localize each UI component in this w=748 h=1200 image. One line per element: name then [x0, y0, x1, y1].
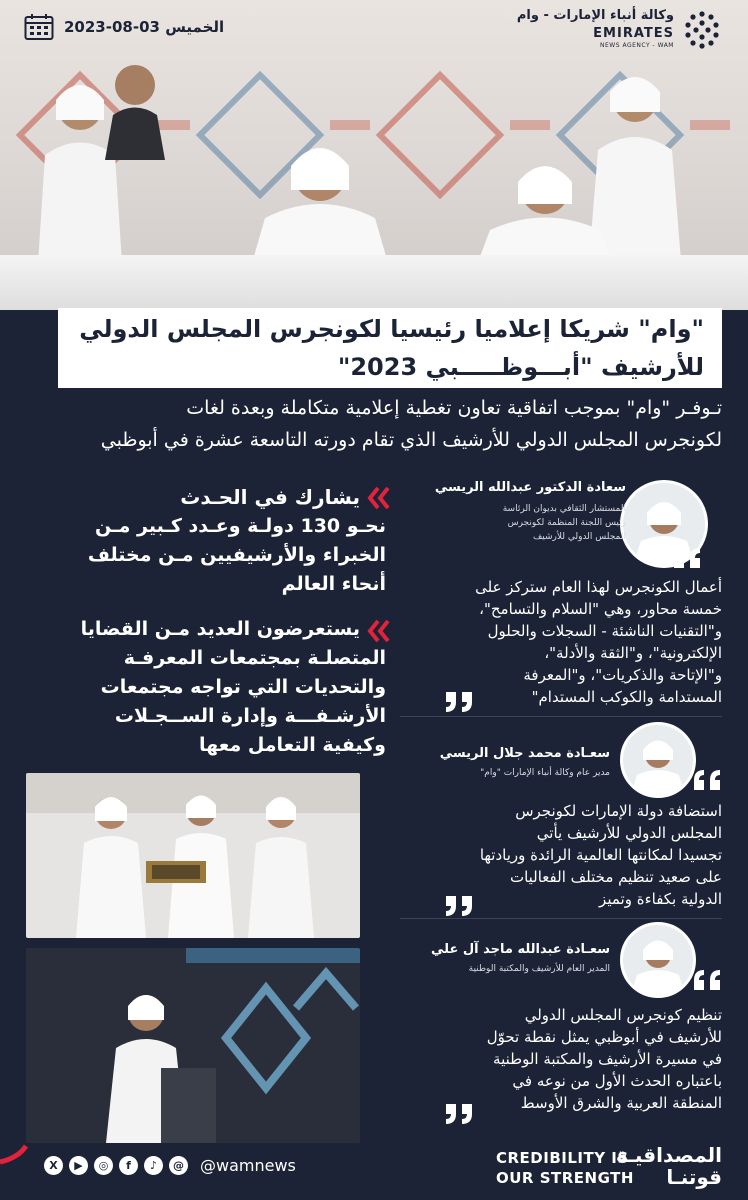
quote-close-icon [440, 1102, 476, 1128]
right-column [400, 470, 722, 1160]
logo-arabic: وكالة أنباء الإمارات - وام [516, 8, 674, 23]
bullet-participants [26, 482, 386, 599]
subhead-line1: تـوفـر "وام" بموجب اتفاقية تعاون تغطية إعلامية متكاملة وبعدة لغات [186, 397, 722, 419]
headline-line2: للأرشيف "أبـــوظـــــبي 2023" [337, 353, 704, 381]
bullet-line: والتحديات التي تواجه مجتمعات [100, 676, 386, 698]
bullet-line: الخبراء والأرشيفيين مـن مختلف [87, 544, 386, 566]
footer [0, 1140, 748, 1200]
subheadline [26, 392, 722, 464]
avatar [620, 722, 696, 798]
photo-speaker-podium [26, 948, 360, 1143]
bullet-line: المتصلـة بمجتمعات المعرفـة [123, 647, 386, 669]
youtube-icon[interactable]: ▶ [69, 1156, 88, 1175]
photo-award-ceremony [26, 773, 360, 938]
top-bar [0, 0, 748, 60]
speaker-quote: تنظيم كونجرس المجلس الدولي للأرشيف في أبوظبي يمثل نقطة تحوّل في مسيرة الأرشيف والمكتبة الوطنية باعتباره الحدث الأول من نوعه في المنطقة العربية والشرق الأوسط [486, 1006, 722, 1112]
headline-box [58, 308, 722, 388]
signer-left [245, 130, 395, 270]
speaker-role: مدير عام وكالة أنباء الإمارات "وام" [480, 768, 610, 778]
signer-right [470, 150, 620, 270]
speaker-card-3 [400, 918, 722, 1138]
speaker-quote: استضافة دولة الإمارات لكونجرس المجلس الدولي للأرشيف يأتي تجسيدا لمكانتها العالمية الرائدة وريادتها على صعيد تنظيم مختلف الفعاليات الدولية بكفاءة وتميز [479, 802, 722, 908]
bullet-line: أنحاء العالم [281, 573, 386, 595]
chevron-left-icon [366, 484, 392, 512]
speaker-role: المستشار الثقافي بديوان الرئاسة رئيس اللجنة المنظمة لكونجرس المجلس الدولي للأرشيف [502, 504, 626, 542]
threads-icon[interactable]: @ [169, 1156, 188, 1175]
subhead-line2: لكونجرس المجلس الدولي للأرشيف الذي تقام دورته التاسعة عشرة في أبوظبي [100, 429, 722, 451]
quote-close-icon [440, 690, 476, 716]
avatar [620, 922, 696, 998]
tagline-english: CREDIBILITY IS OUR STRENGTH [496, 1149, 634, 1187]
bullet-line: نحـو 130 دولـة وعـدد كـبير مـن [95, 515, 386, 537]
facebook-icon[interactable]: f [119, 1156, 138, 1175]
bullet-title: يشارك في الحـدث [180, 485, 360, 509]
tagline-arabic: المصداقيـة قوتنـا [615, 1143, 722, 1189]
date-box [24, 12, 224, 42]
logo-english: EMIRATES [593, 26, 674, 41]
quote-close-icon [440, 894, 476, 920]
headline-line1: "وام" شريكا إعلاميا رئيسيا لكونجرس المجلس الدولي [79, 315, 704, 343]
speaker-role: المدير العام للأرشيف والمكتبة الوطنية [468, 964, 610, 974]
social-handle[interactable]: @wamnews [200, 1156, 296, 1175]
date-text: الخميس 03-08-2023 [64, 18, 225, 36]
quote-open-icon [690, 766, 726, 792]
calendar-icon [24, 13, 54, 41]
wam-globe-icon [680, 8, 724, 52]
speaker-name: سعادة الدكتور عبدالله الريسي [434, 480, 626, 495]
social-links [44, 1156, 296, 1175]
speaker-name: سعـادة محمد جلال الريسي [439, 746, 610, 761]
wam-logo [494, 8, 724, 54]
signing-table [0, 255, 748, 310]
speaker-quote: أعمال الكونجرس لهذا العام ستركز على خمسة محاور، وهي "السلام والتسامح"، و"التقنيات الناشئة - السجلات والحلول الإلكترونية"، و"الثقة والأدلة"، و"الإتاحة والذكريات"، و"المعرفة المستدامة والكوكب المستدام" [475, 578, 722, 706]
logo-subtitle: NEWS AGENCY - WAM [600, 42, 674, 49]
quote-open-icon [670, 544, 706, 570]
tiktok-icon[interactable]: ♪ [144, 1156, 163, 1175]
x-icon[interactable]: X [44, 1156, 63, 1175]
bullet-line: يستعرضون العديد مـن القضايا [80, 618, 360, 640]
instagram-icon[interactable]: ◎ [94, 1156, 113, 1175]
speaker-name: سعـادة عبدالله ماجد آل علي [430, 942, 610, 957]
quote-open-icon [690, 966, 726, 992]
bullet-line: الأرشـفـــة وإدارة الســجـلات [114, 705, 386, 727]
bullet-line: وكيفية التعامل معها [199, 734, 386, 756]
bullet-topics [26, 615, 386, 760]
speaker-card-2 [400, 716, 722, 916]
speaker-card-1 [400, 480, 722, 710]
chevron-left-icon [366, 617, 392, 645]
